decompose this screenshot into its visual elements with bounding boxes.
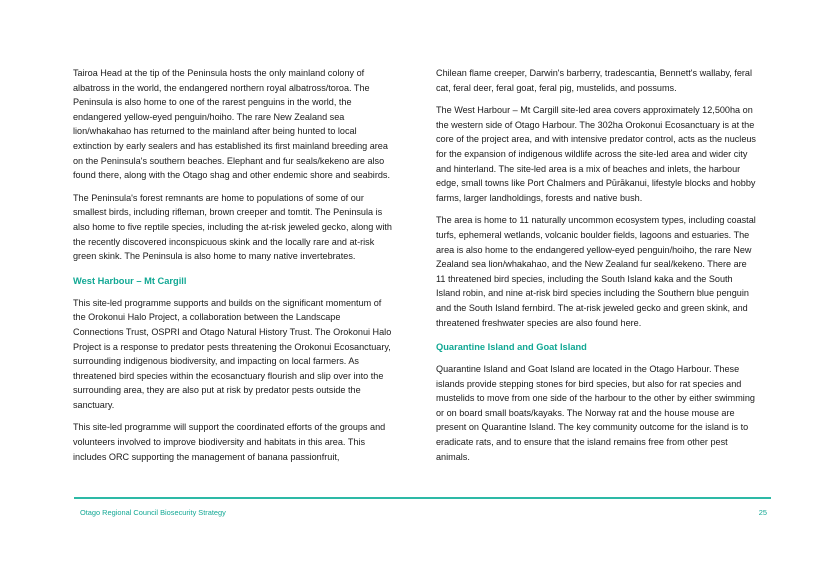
footer-title: Otago Regional Council Biosecurity Strategy	[80, 508, 226, 517]
section-heading-quarantine-island: Quarantine Island and Goat Island	[436, 342, 587, 353]
paragraph: This site-led programme supports and builds on the significant momentum of the Orokonui Halo Project, a collaboration between the Landscape Connections Trust, OSPRI and Otago Natural History Trust. The Orokonui Halo Project is a response to predator pests threatening the Orokonui Ecosanctuary, surrounding indigenous biodiversity, and impacting on local farmers. As threatened bird species within the ecosanctuary flourish and slip over into the surrounding area, they are also put at risk by predator pests outside the sanctuary.	[73, 297, 392, 410]
section-heading-west-harbour: West Harbour – Mt Cargill	[73, 275, 187, 286]
paragraph: Chilean flame creeper, Darwin's barberry, tradescantia, Bennett's wallaby, feral cat, feral deer, feral goat, feral pig, mustelids, and possums.	[436, 68, 753, 93]
paragraph: Tairoa Head at the tip of the Peninsula hosts the only mainland colony of albatross in the world, the endangered northern royal albatross/toroa. The Peninsula is also home to one of the rarest penguins in the world, the endangered yellow-eyed penguin/hoiho. The rare New Zealand sea lion/whakahao has returned to the mainland after being hunted to local extinction by early sealers and has established its first mainland breeding area on the Peninsula's southern beaches. Elephant and fur seals/kekeno are also found there, along with the Otago shag and other endemic shore and seabirds.	[73, 68, 390, 181]
paragraph: The area is home to 11 naturally uncommon ecosystem types, including coastal turfs, ephemeral wetlands, volcanic boulder fields, lagoons and estuaries. The area is also home to the endangered yellow-eyed penguin/hoiho, the rare New Zealand sea lion/whakahao, and the New Zealand fur seal/kekeno. There are 11 threatened bird species, including the South Island kaka and the South Island robin, and nine at-risk bird species including the Southern blue penguin and the South Island fernbird. The at-risk jeweled gecko and green skink, and threatened freshwater species are also found here.	[436, 215, 756, 328]
footer-divider	[74, 497, 771, 499]
left-column	[73, 66, 393, 472]
paragraph: This site-led programme will support the coordinated efforts of the groups and volunteers involved to improve biodiversity and habitats in this area. This includes ORC supporting the management of banana passionfruit,	[73, 422, 386, 462]
page-number: 25	[758, 508, 767, 517]
right-column	[436, 66, 756, 472]
paragraph: The Peninsula's forest remnants are home to populations of some of our smallest birds, including rifleman, brown creeper and tomtit. The Peninsula is also home to five reptile species, including the at-risk jeweled gecko, along with the recently discovered inconspicuous skink and the locally rare and at-risk green skink. The Peninsula is also home to many native invertebrates.	[73, 192, 392, 262]
paragraph: The West Harbour – Mt Cargill site-led area covers approximately 12,500ha on the western side of Otago Harbour. The 302ha Orokonui Ecosanctuary is at the core of the project area, and with intensive predator control, acts as the nucleus for the expansion of indigenous wildlife across the site-led area and wider city and hinterland. The site-led area is a mix of beaches and inlets, the harbour edge, small towns like Port Chalmers and Pūrākanui, lifestyle blocks and hobby farms, larger landholdings, forests and native bush.	[436, 105, 756, 203]
paragraph: Quarantine Island and Goat Island are located in the Otago Harbour. These islands provide stepping stones for bird species, but also for rat species and mustelids to move from one side of the harbour to the other by either swimming or on board small boats/kayaks. The Norway rat and the house mouse are present on Quarantine Island. The key community outcome for the island is to eradicate rats, and to ensure that the island remains free from other pest animals.	[436, 364, 755, 462]
